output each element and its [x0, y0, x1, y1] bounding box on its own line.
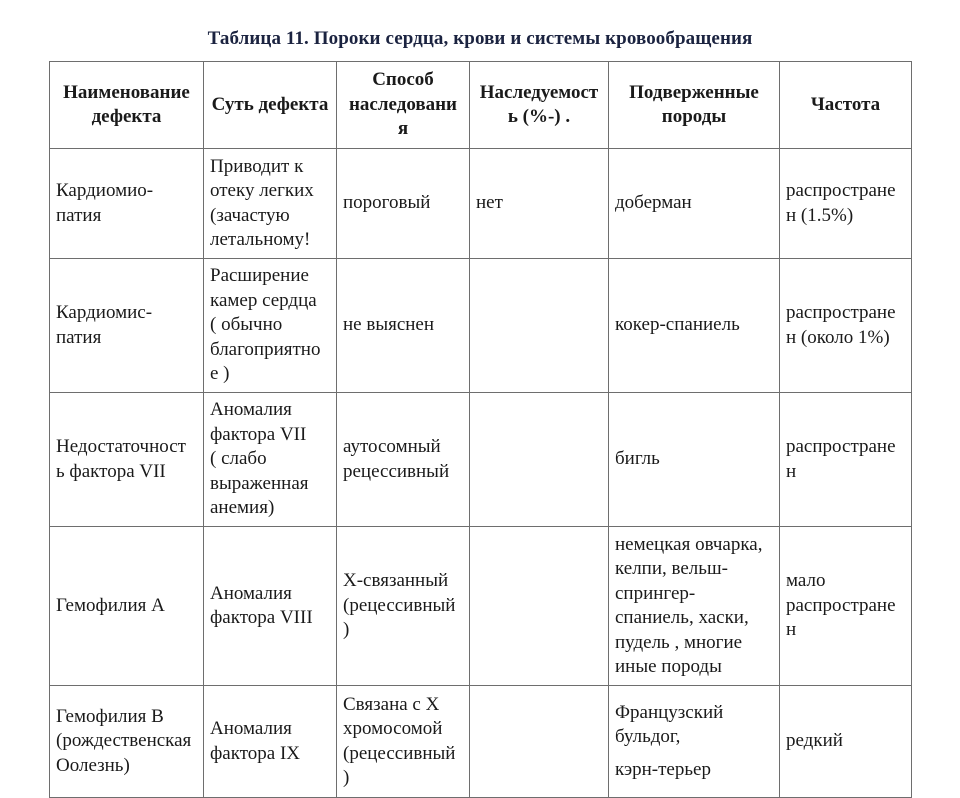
cell-name: [50, 149, 204, 259]
cell-line: распростране: [786, 302, 896, 323]
cell-line: фактора IX: [210, 742, 301, 764]
cell-name: [50, 259, 204, 393]
cell-line: фактора VII: [210, 423, 307, 445]
cell-line: ): [343, 619, 350, 641]
cell-line: пороговый: [343, 192, 431, 214]
cell-line: Способ: [372, 69, 434, 91]
cell-essence: [204, 393, 337, 527]
cell-line: Наследуемост: [479, 81, 599, 103]
cell-line: редкий: [786, 730, 843, 752]
table-row: [50, 149, 912, 259]
cell-line: породы: [661, 106, 727, 127]
cell-breeds: [609, 686, 780, 798]
cell-line: Гемофилия В: [56, 705, 164, 727]
cell-breeds: [609, 527, 780, 686]
cell-line: кэрн-терьер: [615, 758, 711, 780]
cell-frequency: [780, 259, 912, 393]
cell-line: Частота: [810, 93, 881, 115]
cell-line: Наименование: [63, 81, 190, 103]
cell-frequency: [780, 149, 912, 259]
cell-line: немецкая овчарка,: [615, 533, 763, 555]
cell-inheritance: [337, 393, 470, 527]
cell-line: ь (%-) .: [507, 106, 571, 127]
cell-essence: [204, 259, 337, 393]
cell-heritability: [470, 527, 609, 686]
cell-essence: [204, 686, 337, 798]
cell-line: кокер-спаниель: [615, 314, 740, 336]
cell-line: анемия): [210, 497, 275, 519]
table-row: [50, 527, 912, 686]
cell-line: патия: [56, 204, 102, 226]
cell-line: ь фактора VII: [56, 460, 166, 482]
cell-line: Подверженные: [629, 81, 759, 103]
cell-line: фактора VIII: [210, 607, 313, 628]
cell-line: (зачастую: [210, 204, 290, 226]
cell-line: Кардиомио-: [56, 180, 154, 201]
cell-line: Кардиомис-: [56, 302, 153, 323]
cell-line: Гемофилия А: [56, 594, 165, 616]
cell-line: н: [786, 619, 797, 641]
header-cell-breeds: [609, 62, 780, 149]
table-row: [50, 259, 912, 393]
cell-frequency: [780, 686, 912, 798]
cell-line: Расширение: [210, 265, 309, 287]
cell-line: е ): [210, 363, 230, 385]
cell-inheritance: [337, 259, 470, 393]
cell-line: келпи, вельш-: [615, 558, 728, 579]
cell-line: [615, 750, 774, 758]
cell-heritability: [470, 149, 609, 259]
cell-line: не выяснен: [343, 314, 435, 336]
cell-name: [50, 393, 204, 527]
cell-heritability: [470, 686, 609, 798]
cell-inheritance: [337, 686, 470, 798]
cell-line: спаниель, хаски,: [615, 607, 749, 628]
cell-line: выраженная: [210, 472, 309, 494]
cell-line: Оолезнь): [56, 754, 130, 776]
cell-line: Недостаточност: [56, 436, 186, 457]
cell-frequency: [780, 393, 912, 527]
cell-heritability: [470, 259, 609, 393]
cell-line: н (около 1%): [786, 326, 890, 348]
cell-name: [50, 686, 204, 798]
cell-line: летальному!: [210, 229, 311, 250]
cell-line: хромосомой: [343, 718, 443, 739]
cell-line: Аномалия: [210, 399, 292, 421]
cell-line: н (1.5%): [786, 204, 854, 226]
cell-line: ( обычно: [210, 314, 283, 336]
defects-table: [49, 61, 912, 798]
cell-line: н: [786, 460, 797, 482]
cell-line: наследовани: [348, 93, 458, 115]
cell-line: отеку легких: [210, 180, 314, 201]
cell-line: дефекта: [91, 106, 162, 127]
cell-line: (рецессивный: [343, 742, 456, 764]
cell-heritability: [470, 393, 609, 527]
cell-line: аутосомный: [343, 436, 441, 457]
header-cell-heritability: [470, 62, 609, 149]
cell-line: иные породы: [615, 656, 722, 677]
cell-line: камер сердца: [210, 289, 317, 311]
cell-breeds: [609, 259, 780, 393]
cell-line: спрингер-: [615, 582, 696, 604]
cell-line: Французский: [615, 701, 724, 723]
cell-breeds: [609, 393, 780, 527]
cell-line: (рождественская: [56, 730, 192, 752]
cell-line: нет: [476, 192, 503, 214]
table-row: [50, 686, 912, 798]
cell-line: распростране: [786, 436, 896, 457]
cell-line: бульдог,: [615, 726, 681, 748]
cell-name: [50, 527, 204, 686]
cell-essence: [204, 149, 337, 259]
cell-line: ): [343, 767, 350, 788]
cell-line: благоприятно: [210, 338, 321, 360]
table-row: [50, 393, 912, 527]
header-cell-inheritance: [337, 62, 470, 149]
cell-frequency: [780, 527, 912, 686]
cell-line: (рецессивный: [343, 594, 456, 616]
cell-line: распростране: [786, 594, 896, 616]
cell-essence: [204, 527, 337, 686]
header-cell-frequency: [780, 62, 912, 149]
cell-line: ( слабо: [210, 448, 267, 470]
cell-line: пудель , многие: [615, 631, 743, 653]
cell-line: патия: [56, 326, 102, 348]
cell-line: Х-связанный: [343, 570, 449, 592]
cell-breeds: [609, 149, 780, 259]
cell-line: Связана с Х: [343, 693, 440, 715]
cell-line: доберман: [615, 192, 692, 214]
cell-line: распростране: [786, 180, 896, 201]
cell-line: Приводит к: [210, 155, 304, 177]
cell-line: мало: [786, 570, 826, 592]
cell-inheritance: [337, 149, 470, 259]
cell-line: Аномалия: [210, 582, 292, 604]
cell-line: Суть дефекта: [211, 93, 329, 115]
header-row: [50, 62, 912, 149]
cell-line: бигль: [615, 448, 660, 470]
cell-line: рецессивный: [343, 460, 450, 482]
cell-line: я: [397, 118, 409, 140]
table-caption: Таблица 11. Пороки сердца, крови и системы кровообращения: [207, 28, 753, 49]
cell-inheritance: [337, 527, 470, 686]
cell-line: Аномалия: [210, 718, 292, 739]
header-cell-essence: [204, 62, 337, 149]
header-cell-name: [50, 62, 204, 149]
